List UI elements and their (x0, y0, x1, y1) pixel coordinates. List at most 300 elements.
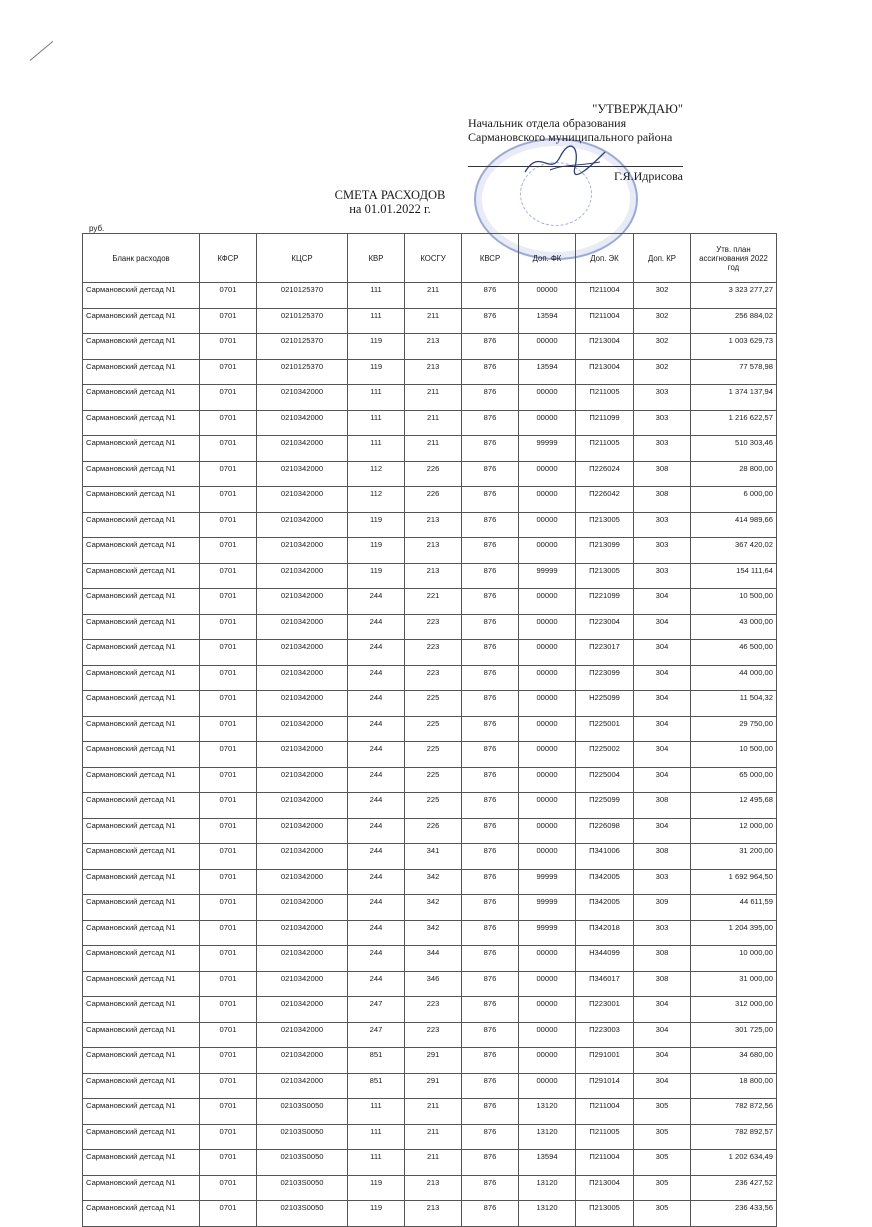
col-kosgu-cell: 342 (405, 869, 462, 895)
col-dop-kr-cell: 304 (634, 742, 691, 768)
col-dop-ek-cell: П226042 (576, 487, 634, 513)
col-blank-cell: Сармановский детсад N1 (83, 359, 200, 385)
expense-table (82, 233, 777, 1227)
col-kvr-cell: 244 (348, 895, 405, 921)
col-kosgu-cell: 211 (405, 1124, 462, 1150)
col-dop-kr-cell: 308 (634, 461, 691, 487)
col-kosgu-cell: 226 (405, 487, 462, 513)
col-plan-cell: 1 374 137,94 (691, 385, 777, 411)
col-plan-cell: 44 000,00 (691, 665, 777, 691)
col-plan-cell: 10 000,00 (691, 946, 777, 972)
col-kosgu-cell: 344 (405, 946, 462, 972)
col-kvr-cell: 851 (348, 1048, 405, 1074)
table-row (83, 563, 777, 589)
col-kosgu-cell: 213 (405, 538, 462, 564)
col-kcsr-cell: 0210125370 (257, 283, 348, 309)
col-kvsr-cell: 876 (462, 589, 519, 615)
table-row (83, 334, 777, 360)
col-kosgu-cell: 223 (405, 997, 462, 1023)
table-row (83, 920, 777, 946)
col-blank-cell: Сармановский детсад N1 (83, 589, 200, 615)
col-kosgu-cell: 213 (405, 1175, 462, 1201)
col-dop-kr-cell: 305 (634, 1124, 691, 1150)
col-kosgu-cell: 213 (405, 334, 462, 360)
col-dop-ek-cell: П341006 (576, 844, 634, 870)
col-kvr-cell: 111 (348, 283, 405, 309)
col-dop-kr-cell: 305 (634, 1099, 691, 1125)
col-dop-ek-cell: П211004 (576, 283, 634, 309)
col-kvsr-cell: 876 (462, 971, 519, 997)
col-kfsr-cell: 0701 (200, 461, 257, 487)
col-dop-kr-cell: 308 (634, 793, 691, 819)
col-kfsr-cell: 0701 (200, 359, 257, 385)
col-dop-ek-cell: П346017 (576, 971, 634, 997)
col-kfsr-cell: 0701 (200, 1099, 257, 1125)
col-kcsr-cell: 0210342000 (257, 946, 348, 972)
col-kosgu-cell: 211 (405, 436, 462, 462)
col-kcsr-cell: 0210342000 (257, 1022, 348, 1048)
col-kosgu-cell: 226 (405, 461, 462, 487)
col-kvsr-cell: 876 (462, 920, 519, 946)
col-dop-fk-cell: 00000 (519, 538, 576, 564)
table-row (83, 1099, 777, 1125)
col-dop-kr-cell: 304 (634, 1048, 691, 1074)
col-kvsr-cell: 876 (462, 359, 519, 385)
col-blank-cell: Сармановский детсад N1 (83, 1201, 200, 1227)
col-blank-cell: Сармановский детсад N1 (83, 818, 200, 844)
col-dop-kr-cell: 304 (634, 640, 691, 666)
col-dop-ek-cell: П213004 (576, 1175, 634, 1201)
col-plan-cell: 10 500,00 (691, 589, 777, 615)
col-dop-kr-cell: 308 (634, 844, 691, 870)
col-kcsr-cell: 0210125370 (257, 308, 348, 334)
table-row (83, 512, 777, 538)
col-dop-fk-header: Доп. ФК (519, 234, 576, 283)
col-dop-kr-cell: 308 (634, 971, 691, 997)
col-dop-fk-cell: 00000 (519, 818, 576, 844)
col-kvsr-cell: 876 (462, 869, 519, 895)
col-dop-ek-cell: П211004 (576, 1099, 634, 1125)
col-blank-cell: Сармановский детсад N1 (83, 920, 200, 946)
col-dop-ek-cell: П213099 (576, 538, 634, 564)
col-kcsr-cell: 0210342000 (257, 563, 348, 589)
col-dop-kr-cell: 302 (634, 359, 691, 385)
table-row (83, 742, 777, 768)
col-blank-cell: Сармановский детсад N1 (83, 308, 200, 334)
col-kvsr-cell: 876 (462, 946, 519, 972)
col-dop-ek-cell: П342018 (576, 920, 634, 946)
col-blank-cell: Сармановский детсад N1 (83, 1124, 200, 1150)
col-blank-cell: Сармановский детсад N1 (83, 436, 200, 462)
col-kosgu-cell: 341 (405, 844, 462, 870)
col-dop-kr-cell: 304 (634, 665, 691, 691)
col-plan-cell: 236 427,52 (691, 1175, 777, 1201)
col-blank-cell: Сармановский детсад N1 (83, 716, 200, 742)
col-kvr-cell: 119 (348, 1175, 405, 1201)
col-dop-fk-cell: 00000 (519, 691, 576, 717)
col-kvr-cell: 244 (348, 971, 405, 997)
col-dop-fk-cell: 13120 (519, 1099, 576, 1125)
col-kvsr-cell: 876 (462, 410, 519, 436)
col-blank-cell: Сармановский детсад N1 (83, 793, 200, 819)
col-kfsr-cell: 0701 (200, 1175, 257, 1201)
col-kfsr-cell: 0701 (200, 589, 257, 615)
col-dop-ek-cell: П221099 (576, 589, 634, 615)
col-plan-cell: 29 750,00 (691, 716, 777, 742)
col-kvr-cell: 111 (348, 308, 405, 334)
col-dop-kr-cell: 305 (634, 1150, 691, 1176)
col-dop-kr-header: Доп. КР (634, 234, 691, 283)
table-row (83, 997, 777, 1023)
col-dop-fk-cell: 00000 (519, 640, 576, 666)
col-dop-kr-cell: 304 (634, 614, 691, 640)
col-dop-ek-cell: П211005 (576, 385, 634, 411)
col-kcsr-cell: 0210342000 (257, 997, 348, 1023)
col-kcsr-cell: 0210342000 (257, 640, 348, 666)
col-kvr-cell: 244 (348, 589, 405, 615)
col-kosgu-cell: 211 (405, 283, 462, 309)
document-title-block (300, 188, 480, 216)
col-kosgu-cell: 223 (405, 614, 462, 640)
col-blank-cell: Сармановский детсад N1 (83, 1048, 200, 1074)
col-plan-cell: 312 000,00 (691, 997, 777, 1023)
col-kfsr-cell: 0701 (200, 946, 257, 972)
col-blank-cell: Сармановский детсад N1 (83, 614, 200, 640)
col-plan-cell: 18 800,00 (691, 1073, 777, 1099)
col-dop-ek-cell: Н344099 (576, 946, 634, 972)
col-plan-cell: 77 578,98 (691, 359, 777, 385)
col-dop-fk-cell: 00000 (519, 410, 576, 436)
col-dop-ek-cell: П225002 (576, 742, 634, 768)
col-kvr-cell: 111 (348, 436, 405, 462)
col-kvsr-cell: 876 (462, 844, 519, 870)
col-plan-cell: 510 303,46 (691, 436, 777, 462)
col-kvsr-cell: 876 (462, 1099, 519, 1125)
col-dop-kr-cell: 302 (634, 308, 691, 334)
col-kfsr-cell: 0701 (200, 1022, 257, 1048)
col-dop-ek-cell: П211005 (576, 436, 634, 462)
col-kcsr-cell: 0210342000 (257, 1073, 348, 1099)
col-plan-cell: 28 800,00 (691, 461, 777, 487)
col-dop-kr-cell: 304 (634, 1073, 691, 1099)
table-row (83, 691, 777, 717)
table-row (83, 716, 777, 742)
col-kvr-cell: 244 (348, 767, 405, 793)
col-kcsr-header: КЦСР (257, 234, 348, 283)
col-plan-cell: 43 000,00 (691, 614, 777, 640)
table-row (83, 946, 777, 972)
col-dop-fk-cell: 13120 (519, 1175, 576, 1201)
col-kvr-cell: 111 (348, 1124, 405, 1150)
col-kfsr-cell: 0701 (200, 308, 257, 334)
col-plan-cell: 34 680,00 (691, 1048, 777, 1074)
col-dop-kr-cell: 303 (634, 869, 691, 895)
col-kvr-cell: 119 (348, 1201, 405, 1227)
col-kfsr-cell: 0701 (200, 691, 257, 717)
col-dop-fk-cell: 00000 (519, 946, 576, 972)
col-dop-ek-cell: П226024 (576, 461, 634, 487)
col-plan-cell: 3 323 277,27 (691, 283, 777, 309)
approval-header: "УТВЕРЖДАЮ" (592, 102, 683, 116)
col-dop-fk-cell: 00000 (519, 487, 576, 513)
col-kcsr-cell: 0210342000 (257, 614, 348, 640)
col-kvsr-cell: 876 (462, 283, 519, 309)
col-blank-cell: Сармановский детсад N1 (83, 283, 200, 309)
col-blank-header: Бланк расходов (83, 234, 200, 283)
col-kcsr-cell: 02103S0050 (257, 1099, 348, 1125)
col-dop-kr-cell: 303 (634, 436, 691, 462)
table-row (83, 385, 777, 411)
col-kcsr-cell: 0210125370 (257, 334, 348, 360)
col-kvr-cell: 111 (348, 410, 405, 436)
col-kvsr-cell: 876 (462, 1022, 519, 1048)
col-dop-kr-cell: 305 (634, 1175, 691, 1201)
col-kcsr-cell: 0210342000 (257, 385, 348, 411)
col-dop-kr-cell: 304 (634, 716, 691, 742)
col-blank-cell: Сармановский детсад N1 (83, 691, 200, 717)
col-blank-cell: Сармановский детсад N1 (83, 538, 200, 564)
col-kcsr-cell: 0210342000 (257, 971, 348, 997)
col-plan-cell: 44 611,59 (691, 895, 777, 921)
table-row (83, 818, 777, 844)
col-plan-cell: 1 003 629,73 (691, 334, 777, 360)
table-body (83, 283, 777, 1227)
col-dop-fk-cell: 00000 (519, 665, 576, 691)
col-dop-ek-cell: П223003 (576, 1022, 634, 1048)
col-blank-cell: Сармановский детсад N1 (83, 410, 200, 436)
col-kvr-cell: 244 (348, 946, 405, 972)
col-kvr-cell: 247 (348, 1022, 405, 1048)
col-kosgu-cell: 213 (405, 1201, 462, 1227)
col-kvsr-cell: 876 (462, 742, 519, 768)
col-kvsr-cell: 876 (462, 691, 519, 717)
col-kosgu-cell: 225 (405, 767, 462, 793)
col-kcsr-cell: 0210125370 (257, 359, 348, 385)
col-blank-cell: Сармановский детсад N1 (83, 334, 200, 360)
col-kvsr-cell: 876 (462, 793, 519, 819)
col-kosgu-cell: 226 (405, 818, 462, 844)
col-kvr-cell: 119 (348, 359, 405, 385)
col-blank-cell: Сармановский детсад N1 (83, 895, 200, 921)
col-kfsr-cell: 0701 (200, 665, 257, 691)
col-kvsr-cell: 876 (462, 385, 519, 411)
col-kvr-cell: 119 (348, 334, 405, 360)
col-kcsr-cell: 0210342000 (257, 691, 348, 717)
col-blank-cell: Сармановский детсад N1 (83, 487, 200, 513)
col-plan-cell: 414 989,66 (691, 512, 777, 538)
col-plan-cell: 6 000,00 (691, 487, 777, 513)
col-plan-cell: 782 892,57 (691, 1124, 777, 1150)
col-kosgu-cell: 225 (405, 691, 462, 717)
col-kfsr-cell: 0701 (200, 920, 257, 946)
col-dop-ek-cell: П213005 (576, 563, 634, 589)
approval-block (468, 102, 683, 183)
col-kosgu-cell: 221 (405, 589, 462, 615)
col-kvr-cell: 112 (348, 461, 405, 487)
col-blank-cell: Сармановский детсад N1 (83, 1073, 200, 1099)
col-plan-cell: 236 433,56 (691, 1201, 777, 1227)
col-blank-cell: Сармановский детсад N1 (83, 971, 200, 997)
col-dop-fk-cell: 00000 (519, 589, 576, 615)
col-kfsr-cell: 0701 (200, 563, 257, 589)
col-blank-cell: Сармановский детсад N1 (83, 997, 200, 1023)
col-blank-cell: Сармановский детсад N1 (83, 1099, 200, 1125)
col-kosgu-cell: 213 (405, 512, 462, 538)
signature-line (468, 148, 683, 167)
col-blank-cell: Сармановский детсад N1 (83, 767, 200, 793)
col-kfsr-cell: 0701 (200, 895, 257, 921)
col-dop-fk-cell: 13120 (519, 1124, 576, 1150)
col-kvsr-cell: 876 (462, 818, 519, 844)
col-kvr-cell: 119 (348, 563, 405, 589)
col-plan-cell: 12 000,00 (691, 818, 777, 844)
col-kfsr-cell: 0701 (200, 512, 257, 538)
col-dop-fk-cell: 00000 (519, 283, 576, 309)
col-kvr-cell: 244 (348, 691, 405, 717)
col-kcsr-cell: 02103S0050 (257, 1124, 348, 1150)
col-plan-cell: 12 495,68 (691, 793, 777, 819)
col-dop-ek-cell: П291001 (576, 1048, 634, 1074)
col-plan-cell: 1 204 395,00 (691, 920, 777, 946)
col-kcsr-cell: 0210342000 (257, 461, 348, 487)
col-dop-ek-cell: П225001 (576, 716, 634, 742)
col-blank-cell: Сармановский детсад N1 (83, 844, 200, 870)
table-row (83, 1201, 777, 1227)
col-kvsr-cell: 876 (462, 461, 519, 487)
currency-unit: руб. (89, 224, 105, 233)
col-kosgu-cell: 223 (405, 640, 462, 666)
table-row (83, 1073, 777, 1099)
col-kcsr-cell: 02103S0050 (257, 1150, 348, 1176)
col-dop-fk-cell: 00000 (519, 716, 576, 742)
col-dop-fk-cell: 00000 (519, 767, 576, 793)
col-blank-cell: Сармановский детсад N1 (83, 461, 200, 487)
col-dop-kr-cell: 304 (634, 1022, 691, 1048)
col-kosgu-cell: 211 (405, 1099, 462, 1125)
col-dop-kr-cell: 304 (634, 997, 691, 1023)
col-kfsr-cell: 0701 (200, 1073, 257, 1099)
col-blank-cell: Сармановский детсад N1 (83, 1175, 200, 1201)
col-blank-cell: Сармановский детсад N1 (83, 665, 200, 691)
col-dop-kr-cell: 303 (634, 538, 691, 564)
col-kfsr-cell: 0701 (200, 844, 257, 870)
col-dop-kr-cell: 303 (634, 512, 691, 538)
approval-position: Начальник отдела образования (468, 116, 627, 130)
col-dop-fk-cell: 00000 (519, 512, 576, 538)
col-kfsr-cell: 0701 (200, 334, 257, 360)
col-kvsr-cell: 876 (462, 308, 519, 334)
col-kvsr-cell: 876 (462, 640, 519, 666)
col-dop-fk-cell: 99999 (519, 895, 576, 921)
col-kosgu-header: КОСГУ (405, 234, 462, 283)
col-kcsr-cell: 0210342000 (257, 920, 348, 946)
col-kosgu-cell: 291 (405, 1073, 462, 1099)
col-dop-kr-cell: 302 (634, 334, 691, 360)
col-plan-cell: 31 000,00 (691, 971, 777, 997)
col-dop-fk-cell: 99999 (519, 869, 576, 895)
col-kvsr-cell: 876 (462, 997, 519, 1023)
col-kvsr-cell: 876 (462, 1201, 519, 1227)
col-kcsr-cell: 0210342000 (257, 512, 348, 538)
col-dop-fk-cell: 00000 (519, 1022, 576, 1048)
col-blank-cell: Сармановский детсад N1 (83, 742, 200, 768)
col-kfsr-cell: 0701 (200, 614, 257, 640)
col-dop-ek-cell: П291014 (576, 1073, 634, 1099)
col-kcsr-cell: 0210342000 (257, 716, 348, 742)
col-kcsr-cell: 0210342000 (257, 767, 348, 793)
table-row (83, 665, 777, 691)
table-row (83, 283, 777, 309)
col-kfsr-cell: 0701 (200, 793, 257, 819)
col-dop-ek-cell: П223017 (576, 640, 634, 666)
table-row (83, 589, 777, 615)
col-kfsr-cell: 0701 (200, 971, 257, 997)
col-plan-cell: 1 692 964,50 (691, 869, 777, 895)
col-kvr-cell: 244 (348, 640, 405, 666)
col-kosgu-cell: 211 (405, 385, 462, 411)
table-row (83, 793, 777, 819)
col-kfsr-cell: 0701 (200, 1124, 257, 1150)
col-dop-fk-cell: 00000 (519, 844, 576, 870)
col-kvsr-cell: 876 (462, 1150, 519, 1176)
col-kfsr-cell: 0701 (200, 818, 257, 844)
col-dop-ek-header: Доп. ЭК (576, 234, 634, 283)
col-dop-fk-cell: 13594 (519, 359, 576, 385)
col-kvr-cell: 119 (348, 512, 405, 538)
col-kvr-header: КВР (348, 234, 405, 283)
col-kvr-cell: 111 (348, 385, 405, 411)
col-dop-kr-cell: 303 (634, 385, 691, 411)
table-row (83, 869, 777, 895)
col-kcsr-cell: 0210342000 (257, 487, 348, 513)
col-dop-fk-cell: 99999 (519, 436, 576, 462)
col-dop-kr-cell: 308 (634, 946, 691, 972)
col-kvsr-cell: 876 (462, 563, 519, 589)
col-kvr-cell: 112 (348, 487, 405, 513)
document-date: на 01.01.2022 г. (349, 202, 431, 216)
col-kvsr-cell: 876 (462, 1124, 519, 1150)
col-plan-cell: 10 500,00 (691, 742, 777, 768)
col-dop-fk-cell: 00000 (519, 971, 576, 997)
col-kosgu-cell: 225 (405, 716, 462, 742)
col-kvsr-cell: 876 (462, 334, 519, 360)
col-dop-kr-cell: 305 (634, 1201, 691, 1227)
col-kvsr-cell: 876 (462, 895, 519, 921)
col-dop-kr-cell: 308 (634, 487, 691, 513)
col-kvr-cell: 119 (348, 538, 405, 564)
col-kvsr-cell: 876 (462, 1175, 519, 1201)
col-plan-cell: 301 725,00 (691, 1022, 777, 1048)
col-plan-cell: 31 200,00 (691, 844, 777, 870)
table-row (83, 461, 777, 487)
col-dop-fk-cell: 13594 (519, 308, 576, 334)
col-kfsr-cell: 0701 (200, 997, 257, 1023)
col-dop-fk-cell: 00000 (519, 614, 576, 640)
table-row (83, 538, 777, 564)
col-dop-kr-cell: 304 (634, 818, 691, 844)
table-row (83, 1048, 777, 1074)
col-plan-cell: 367 420,02 (691, 538, 777, 564)
col-blank-cell: Сармановский детсад N1 (83, 640, 200, 666)
col-kvsr-cell: 876 (462, 665, 519, 691)
col-dop-fk-cell: 00000 (519, 997, 576, 1023)
col-dop-ek-cell: П211005 (576, 1124, 634, 1150)
table-row (83, 767, 777, 793)
col-plan-cell: 1 202 634,49 (691, 1150, 777, 1176)
col-dop-ek-cell: П342005 (576, 869, 634, 895)
col-blank-cell: Сармановский детсад N1 (83, 1150, 200, 1176)
approval-organization: Сармановского муниципального района (468, 130, 673, 144)
